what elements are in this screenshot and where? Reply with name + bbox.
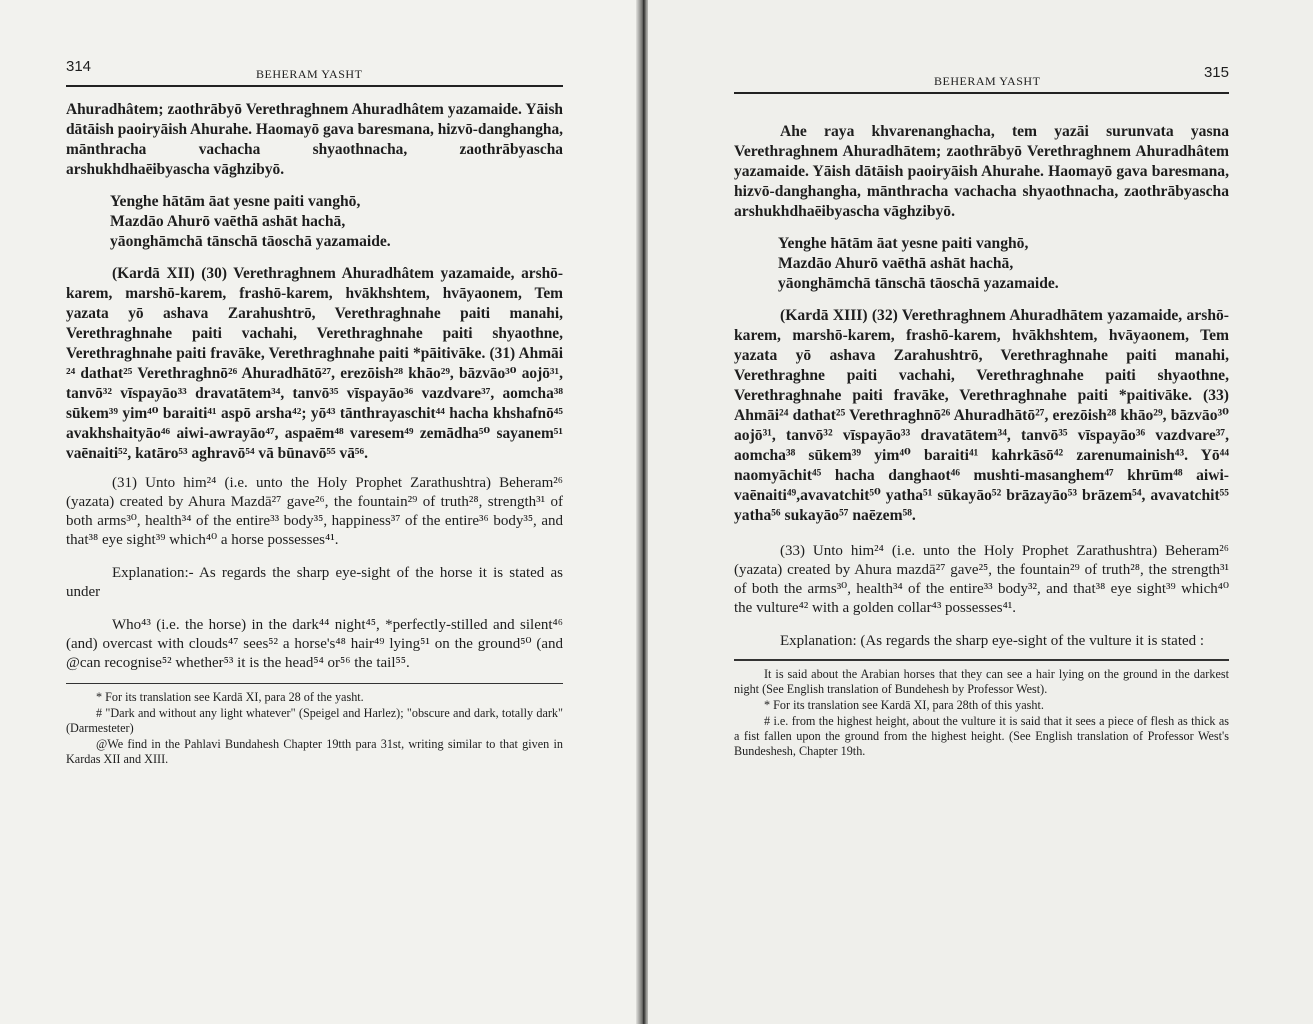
explanation-paragraph: Explanation: (As regards the sharp eye-sight of the vulture it is stated : — [780, 633, 1205, 649]
verse-line: Mazdāo Ahurō vaēthā ashāt hachā, — [110, 213, 346, 230]
header-rule — [734, 92, 1229, 94]
footnote: # "Dark and without any light whatever" (Speigel and Harlez); "obscure and dark, totally dark" (Darmesteter) — [66, 706, 563, 735]
footnote-rule — [66, 683, 563, 684]
verse-line: Yenghe hātām āat yesne paiti vanghō, — [778, 235, 1029, 252]
verse-line: yāonghāmchā tānschā tāoschā yazamaide. — [778, 275, 1059, 292]
footnote: @We find in the Pahlavi Bundahesh Chapter 19tth para 31st, writing similar to that given in Kardas XII and XIII. — [66, 737, 563, 766]
verse-line: Mazdāo Ahurō vaēthā ashāt hachā, — [778, 255, 1014, 272]
left-page — [0, 0, 641, 1024]
right-body — [734, 98, 1229, 759]
running-head: BEHERAM YASHT — [256, 67, 363, 81]
footnote: # i.e. from the highest height, about the vulture it is said that it sees a piece of flesh as thick as a fist fallen upon the ground from the highest height. (See English translation of Professor West's Bundeshesh, Chapter 19th. — [734, 714, 1229, 758]
footnote: It is said about the Arabian horses that they can see a hair lying on the ground in the darkest night (See English translation of Bundehesh by Professor West). — [734, 667, 1229, 696]
footnote-rule — [734, 659, 1229, 661]
footnote: * For its translation see Kardā XI, para 28th of this yasht. — [764, 698, 1044, 712]
right-page — [648, 0, 1313, 1024]
translation-paragraph: (33) Unto him²⁴ (i.e. unto the Holy Prophet Zarathushtra) Beheram²⁶ (yazata) created by Ahura mazdā²⁷ gave²⁵, the fountain²⁹ of truth²⁸, the strength³¹ of both the arms³⁰, health³⁴ of the entire³³ body³², and that³⁸ eye sight³⁹ which⁴⁰ the vulture⁴² with a golden collar⁴³ possesses⁴¹. — [734, 543, 1229, 616]
verse-block — [778, 234, 1229, 294]
page-number: 315 — [1203, 64, 1229, 81]
left-body — [66, 90, 563, 767]
verse-line: yāonghāmchā tānschā tāoschā yazamaide. — [110, 233, 391, 250]
right-header — [734, 0, 1229, 98]
footnote: * For its translation see Kardā XI, para 28 of the yasht. — [96, 690, 364, 704]
explanation-paragraph: Explanation:- As regards the sharp eye-sight of the horse it is stated as under — [66, 565, 563, 600]
verse-line: Yenghe hātām āat yesne paiti vanghō, — [110, 193, 361, 210]
avesta-paragraph: Ahuradhâtem; zaothrābyō Verethraghnem Ahuradhâtem yazamaide. Yāish dātāish paoiryāish Ahurahe. Haomayō gava baresmana, hizvō-danghangha, mānthracha vachacha shyaothnacha, zaothrābyascha arshukhdhaēibyascha vāghzibyō. — [66, 101, 564, 178]
translation-paragraph: (31) Unto him²⁴ (i.e. unto the Holy Prophet Zarathushtra) Beheram²⁶ (yazata) created by Ahura Mazdā²⁷ gave²⁶, the fountain²⁹ of truth²⁸, strength³¹ of both arms³⁰, health³⁴ of the entire³³ body³⁵, happiness³⁷ of the entire³⁶ body³⁵, and that³⁸ eye sight³⁹ which⁴⁰ a horse possesses⁴¹. — [66, 475, 563, 548]
header-rule — [66, 85, 563, 87]
avesta-karda-paragraph: (Kardā XII) (30) Verethraghnem Ahuradhâtem yazamaide, arshō-karem, marshō-karem, frashō-karem, hvākhshtem, hvāyaonem, Tem yazata yō ashava Zarahushtrō, Verethraghnahe paiti manahi, Verethraghnahe paiti vachahi, Verethraghnahe paiti shyaothne, Verethraghnahe paiti fravāke, Verethraghnahe paiti *pāitivāke. (31) Ahmāi ²⁴ dathat²⁵ Verethraghnō²⁶ Ahuradhātō²⁷, erezōish²⁸ khāo²⁹, bāzvāo³⁰ aojō³¹, tanvō³² vīspayāo³³ dravatātem³⁴, tanvō³⁵ vīspayāo³⁶ vazdvare³⁷, aomcha³⁸ sūkem³⁹ yim⁴⁰ baraiti⁴¹ aspō arsha⁴²; yō⁴³ tānthrayaschit⁴⁴ hacha khshafnō⁴⁵ avakhshaityāo⁴⁶ aiwi-awrayāo⁴⁷, aspaēm⁴⁸ varesem⁴⁹ zemādha⁵⁰ sayanem⁵¹ vaēnaiti⁵², katāro⁵³ aghravō⁵⁴ vā būnavō⁵⁵ vā⁵⁶. — [66, 265, 563, 462]
avesta-paragraph: Ahe raya khvarenanghacha, tem yazāi surunvata yasna Verethraghnem Ahuradhātem; zaothrābyō Verethraghnem Ahuradhâtem yazamaide. Yāish dātāish paoiryāish Ahurahe. Haomayō gava baresmana, hizvō-danghangha, mānthracha vachacha shyaothnacha, zaothrābyascha arshukhdhaēibyascha vāghzibyō. — [734, 123, 1229, 220]
page-number: 314 — [66, 58, 92, 75]
avesta-karda-paragraph: (Kardā XIII) (32) Verethraghnem Ahuradhātem yazamaide, arshō-karem, marshō-karem, frashō-karem, hvākhshtem, hvāyaonem, Tem yazata yō ashava Zarahushtrō, Verethraghnahe paiti manahi, Verethraghne paiti vachahi, Verethraghnahe paiti shyaothne, Verethraghnahe paiti fravāke, Verethraghnahe paiti *paitivāke. (33) Ahmāi²⁴ dathat²⁵ Verethraghnō²⁶ Ahuradhātō²⁷, erezōish²⁸ khāo²⁹, bāzvāo³⁰ aojō³¹, tanvō³² vīspayāo³³ dravatātem³⁴, tanvō³⁵ vīspayāo³⁶ vazdvare³⁷, aomcha³⁸ sūkem³⁹ yim⁴⁰ baraiti⁴¹ kahrkāsō⁴² zarenumainish⁴³. Yō⁴⁴ naomyāchit⁴⁵ hacha danghaot⁴⁶ mushti-masanghem⁴⁷ khrūm⁴⁸ aiwi-vaēnaiti⁴⁹,avavatchit⁵⁰ yatha⁵¹ sūkayāo⁵² brāzayāo⁵³ brāzem⁵⁴, avavatchit⁵⁵ yatha⁵⁶ sukayāo⁵⁷ naēzem⁵⁸. — [734, 307, 1229, 524]
left-header — [66, 0, 563, 90]
verse-block — [110, 192, 563, 252]
running-head: BEHERAM YASHT — [934, 74, 1041, 88]
translation-paragraph: Who⁴³ (i.e. the horse) in the dark⁴⁴ night⁴⁵, *perfectly-stilled and silent⁴⁶ (and) overcast with clouds⁴⁷ sees⁵² a horse's⁴⁸ hair⁴⁹ lying⁵¹ on the ground⁵⁰ (and @can recognise⁵² whether⁵³ it is the head⁵⁴ or⁵⁶ the tail⁵⁵. — [66, 617, 563, 671]
